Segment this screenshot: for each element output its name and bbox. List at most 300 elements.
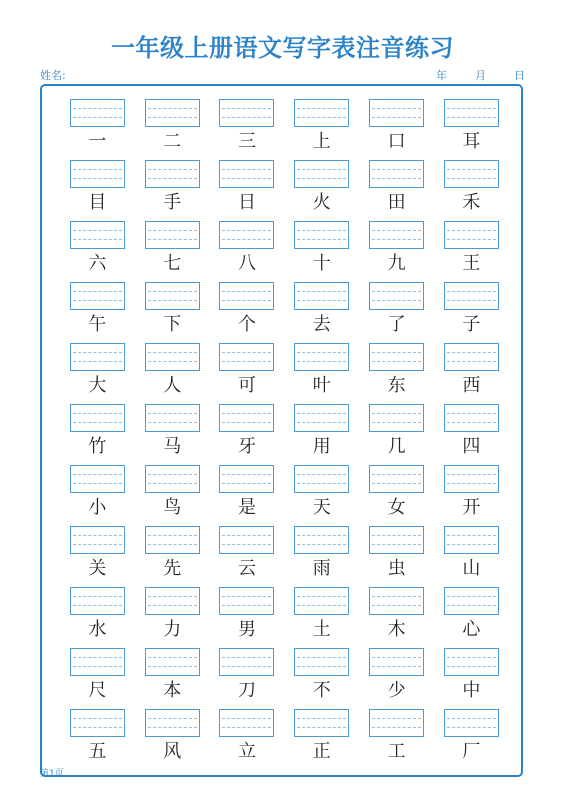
guide-line bbox=[222, 718, 271, 719]
hanzi-character: 关 bbox=[88, 558, 107, 579]
hanzi-character: 目 bbox=[88, 192, 107, 213]
pinyin-writing-box[interactable] bbox=[219, 465, 274, 493]
guide-line bbox=[73, 117, 122, 118]
pinyin-writing-box[interactable] bbox=[219, 99, 274, 127]
pinyin-writing-box[interactable] bbox=[369, 587, 424, 615]
guide-line bbox=[372, 483, 421, 484]
pinyin-writing-box[interactable] bbox=[369, 465, 424, 493]
hanzi-character: 禾 bbox=[462, 192, 481, 213]
hanzi-character: 不 bbox=[312, 680, 331, 701]
character-cell bbox=[210, 404, 285, 465]
guide-line bbox=[447, 117, 496, 118]
character-cell bbox=[210, 465, 285, 526]
hanzi-character: 手 bbox=[163, 192, 182, 213]
guide-line bbox=[297, 117, 346, 118]
guide-line bbox=[447, 483, 496, 484]
character-cell bbox=[210, 99, 285, 160]
guide-line bbox=[148, 666, 197, 667]
hanzi-character: 西 bbox=[462, 375, 481, 396]
guide-line bbox=[222, 169, 271, 170]
hanzi-character: 八 bbox=[237, 253, 256, 274]
hanzi-character: 叶 bbox=[312, 375, 331, 396]
guide-line bbox=[222, 544, 271, 545]
guide-line bbox=[148, 291, 197, 292]
guide-line bbox=[372, 300, 421, 301]
guide-line bbox=[447, 178, 496, 179]
guide-line bbox=[73, 718, 122, 719]
pinyin-writing-box[interactable] bbox=[70, 221, 125, 249]
guide-line bbox=[447, 544, 496, 545]
character-cell bbox=[284, 221, 359, 282]
pinyin-writing-box[interactable] bbox=[294, 709, 349, 737]
hanzi-character: 女 bbox=[387, 497, 406, 518]
character-cell bbox=[60, 99, 135, 160]
guide-line bbox=[222, 291, 271, 292]
character-cell bbox=[60, 282, 135, 343]
guide-line bbox=[148, 413, 197, 414]
pinyin-writing-box[interactable] bbox=[145, 465, 200, 493]
guide-line bbox=[73, 169, 122, 170]
character-cell bbox=[135, 343, 210, 404]
guide-line bbox=[148, 718, 197, 719]
character-cell bbox=[284, 404, 359, 465]
pinyin-writing-box[interactable] bbox=[369, 648, 424, 676]
hanzi-character: 心 bbox=[462, 619, 481, 640]
guide-line bbox=[148, 361, 197, 362]
pinyin-writing-box[interactable] bbox=[219, 221, 274, 249]
character-cell bbox=[359, 526, 434, 587]
character-cell bbox=[60, 526, 135, 587]
guide-line bbox=[372, 239, 421, 240]
guide-line bbox=[447, 596, 496, 597]
guide-line bbox=[297, 596, 346, 597]
character-cell bbox=[284, 282, 359, 343]
guide-line bbox=[372, 596, 421, 597]
guide-line bbox=[447, 361, 496, 362]
pinyin-writing-box[interactable] bbox=[219, 526, 274, 554]
pinyin-writing-box[interactable] bbox=[444, 343, 499, 371]
guide-line bbox=[447, 605, 496, 606]
guide-line bbox=[222, 535, 271, 536]
guide-line bbox=[222, 605, 271, 606]
character-cell bbox=[60, 587, 135, 648]
pinyin-writing-box[interactable] bbox=[219, 160, 274, 188]
hanzi-character: 水 bbox=[88, 619, 107, 640]
guide-line bbox=[372, 727, 421, 728]
character-cell bbox=[135, 404, 210, 465]
hanzi-character: 了 bbox=[387, 314, 406, 335]
hanzi-character: 力 bbox=[163, 619, 182, 640]
guide-line bbox=[222, 657, 271, 658]
pinyin-writing-box[interactable] bbox=[145, 99, 200, 127]
guide-line bbox=[73, 178, 122, 179]
guide-line bbox=[148, 108, 197, 109]
guide-line bbox=[148, 230, 197, 231]
character-cell bbox=[135, 526, 210, 587]
character-cell bbox=[60, 343, 135, 404]
character-cell bbox=[210, 587, 285, 648]
guide-line bbox=[372, 657, 421, 658]
guide-line bbox=[372, 352, 421, 353]
guide-line bbox=[73, 605, 122, 606]
hanzi-character: 本 bbox=[163, 680, 182, 701]
pinyin-writing-box[interactable] bbox=[444, 709, 499, 737]
name-label: 姓名: bbox=[40, 69, 66, 82]
guide-line bbox=[447, 657, 496, 658]
guide-line bbox=[447, 300, 496, 301]
guide-line bbox=[148, 605, 197, 606]
guide-line bbox=[148, 169, 197, 170]
hanzi-character: 少 bbox=[387, 680, 406, 701]
guide-line bbox=[148, 422, 197, 423]
character-cell bbox=[60, 465, 135, 526]
character-cell bbox=[60, 160, 135, 221]
page-number: 第1页 bbox=[40, 769, 64, 779]
pinyin-writing-box[interactable] bbox=[294, 221, 349, 249]
guide-line bbox=[447, 169, 496, 170]
character-cell bbox=[284, 526, 359, 587]
character-cell bbox=[359, 282, 434, 343]
guide-line bbox=[73, 239, 122, 240]
hanzi-character: 牙 bbox=[237, 436, 256, 457]
guide-line bbox=[297, 535, 346, 536]
character-cell bbox=[434, 465, 509, 526]
guide-line bbox=[372, 718, 421, 719]
character-grid bbox=[60, 99, 515, 770]
guide-line bbox=[148, 117, 197, 118]
hanzi-character: 火 bbox=[312, 192, 331, 213]
character-cell bbox=[359, 465, 434, 526]
hanzi-character: 工 bbox=[387, 741, 406, 762]
guide-line bbox=[222, 596, 271, 597]
guide-line bbox=[297, 666, 346, 667]
guide-line bbox=[297, 361, 346, 362]
guide-line bbox=[148, 239, 197, 240]
guide-line bbox=[297, 300, 346, 301]
guide-line bbox=[297, 474, 346, 475]
pinyin-writing-box[interactable] bbox=[294, 648, 349, 676]
character-cell bbox=[434, 648, 509, 709]
guide-line bbox=[73, 413, 122, 414]
day-label: 日 bbox=[514, 69, 525, 82]
pinyin-writing-box[interactable] bbox=[145, 526, 200, 554]
character-cell bbox=[210, 282, 285, 343]
pinyin-writing-box[interactable] bbox=[70, 465, 125, 493]
guide-line bbox=[73, 657, 122, 658]
guide-line bbox=[73, 727, 122, 728]
character-cell bbox=[284, 709, 359, 770]
guide-line bbox=[222, 117, 271, 118]
guide-line bbox=[148, 352, 197, 353]
guide-line bbox=[297, 657, 346, 658]
pinyin-writing-box[interactable] bbox=[294, 526, 349, 554]
pinyin-writing-box[interactable] bbox=[369, 221, 424, 249]
character-cell bbox=[359, 648, 434, 709]
guide-line bbox=[297, 422, 346, 423]
hanzi-character: 男 bbox=[237, 619, 256, 640]
hanzi-character: 立 bbox=[237, 741, 256, 762]
guide-line bbox=[297, 727, 346, 728]
guide-line bbox=[73, 535, 122, 536]
pinyin-writing-box[interactable] bbox=[369, 282, 424, 310]
pinyin-writing-box[interactable] bbox=[294, 404, 349, 432]
pinyin-writing-box[interactable] bbox=[219, 587, 274, 615]
character-cell bbox=[434, 160, 509, 221]
hanzi-character: 二 bbox=[163, 131, 182, 152]
guide-line bbox=[297, 169, 346, 170]
guide-line bbox=[148, 544, 197, 545]
hanzi-character: 是 bbox=[237, 497, 256, 518]
guide-line bbox=[372, 291, 421, 292]
guide-line bbox=[372, 413, 421, 414]
character-cell bbox=[284, 99, 359, 160]
guide-line bbox=[73, 483, 122, 484]
pinyin-writing-box[interactable] bbox=[219, 282, 274, 310]
pinyin-writing-box[interactable] bbox=[294, 587, 349, 615]
hanzi-character: 正 bbox=[312, 741, 331, 762]
pinyin-writing-box[interactable] bbox=[145, 343, 200, 371]
pinyin-writing-box[interactable] bbox=[444, 282, 499, 310]
guide-line bbox=[73, 230, 122, 231]
guide-line bbox=[222, 666, 271, 667]
hanzi-character: 个 bbox=[237, 314, 256, 335]
pinyin-writing-box[interactable] bbox=[145, 404, 200, 432]
guide-line bbox=[372, 535, 421, 536]
hanzi-character: 厂 bbox=[462, 741, 481, 762]
guide-line bbox=[297, 605, 346, 606]
guide-line bbox=[148, 657, 197, 658]
pinyin-writing-box[interactable] bbox=[444, 160, 499, 188]
guide-line bbox=[222, 727, 271, 728]
pinyin-writing-box[interactable] bbox=[369, 709, 424, 737]
character-cell bbox=[284, 648, 359, 709]
hanzi-character: 小 bbox=[88, 497, 107, 518]
hanzi-character: 马 bbox=[163, 436, 182, 457]
guide-line bbox=[222, 239, 271, 240]
guide-line bbox=[148, 300, 197, 301]
pinyin-writing-box[interactable] bbox=[219, 343, 274, 371]
pinyin-writing-box[interactable] bbox=[444, 648, 499, 676]
guide-line bbox=[73, 544, 122, 545]
hanzi-character: 五 bbox=[88, 741, 107, 762]
guide-line bbox=[447, 666, 496, 667]
hanzi-character: 日 bbox=[237, 192, 256, 213]
hanzi-character: 六 bbox=[88, 253, 107, 274]
character-cell bbox=[434, 526, 509, 587]
guide-line bbox=[222, 352, 271, 353]
pinyin-writing-box[interactable] bbox=[444, 587, 499, 615]
guide-line bbox=[447, 727, 496, 728]
character-cell bbox=[135, 648, 210, 709]
character-cell bbox=[434, 282, 509, 343]
character-cell bbox=[359, 221, 434, 282]
character-cell bbox=[434, 404, 509, 465]
hanzi-character: 耳 bbox=[462, 131, 481, 152]
guide-line bbox=[148, 178, 197, 179]
guide-line bbox=[372, 666, 421, 667]
pinyin-writing-box[interactable] bbox=[145, 648, 200, 676]
pinyin-writing-box[interactable] bbox=[219, 404, 274, 432]
pinyin-writing-box[interactable] bbox=[444, 465, 499, 493]
guide-line bbox=[73, 474, 122, 475]
hanzi-character: 雨 bbox=[312, 558, 331, 579]
pinyin-writing-box[interactable] bbox=[369, 343, 424, 371]
character-cell bbox=[210, 648, 285, 709]
pinyin-writing-box[interactable] bbox=[70, 648, 125, 676]
guide-line bbox=[297, 544, 346, 545]
pinyin-writing-box[interactable] bbox=[70, 99, 125, 127]
character-cell bbox=[359, 587, 434, 648]
pinyin-writing-box[interactable] bbox=[294, 160, 349, 188]
guide-line bbox=[222, 483, 271, 484]
guide-line bbox=[148, 535, 197, 536]
hanzi-character: 三 bbox=[237, 131, 256, 152]
hanzi-character: 土 bbox=[312, 619, 331, 640]
hanzi-character: 开 bbox=[462, 497, 481, 518]
guide-line bbox=[372, 178, 421, 179]
guide-line bbox=[73, 291, 122, 292]
guide-line bbox=[447, 230, 496, 231]
pinyin-writing-box[interactable] bbox=[70, 160, 125, 188]
pinyin-writing-box[interactable] bbox=[219, 648, 274, 676]
hanzi-character: 鸟 bbox=[163, 497, 182, 518]
character-cell bbox=[284, 465, 359, 526]
pinyin-writing-box[interactable] bbox=[145, 709, 200, 737]
character-cell bbox=[135, 709, 210, 770]
guide-line bbox=[372, 117, 421, 118]
guide-line bbox=[222, 474, 271, 475]
guide-line bbox=[73, 596, 122, 597]
hanzi-character: 午 bbox=[88, 314, 107, 335]
guide-line bbox=[222, 108, 271, 109]
pinyin-writing-box[interactable] bbox=[444, 526, 499, 554]
hanzi-character: 虫 bbox=[387, 558, 406, 579]
hanzi-character: 田 bbox=[387, 192, 406, 213]
pinyin-writing-box[interactable] bbox=[219, 709, 274, 737]
hanzi-character: 四 bbox=[462, 436, 481, 457]
pinyin-writing-box[interactable] bbox=[70, 282, 125, 310]
hanzi-character: 中 bbox=[462, 680, 481, 701]
hanzi-character: 下 bbox=[163, 314, 182, 335]
hanzi-character: 山 bbox=[462, 558, 481, 579]
guide-line bbox=[297, 413, 346, 414]
pinyin-writing-box[interactable] bbox=[369, 160, 424, 188]
hanzi-character: 十 bbox=[312, 253, 331, 274]
guide-line bbox=[447, 718, 496, 719]
guide-line bbox=[372, 108, 421, 109]
month-label: 月 bbox=[475, 69, 486, 82]
guide-line bbox=[447, 535, 496, 536]
hanzi-character: 去 bbox=[312, 314, 331, 335]
character-cell bbox=[135, 221, 210, 282]
guide-line bbox=[222, 178, 271, 179]
character-cell bbox=[210, 160, 285, 221]
hanzi-character: 天 bbox=[312, 497, 331, 518]
character-cell bbox=[60, 709, 135, 770]
guide-line bbox=[73, 666, 122, 667]
guide-line bbox=[372, 605, 421, 606]
character-cell bbox=[284, 160, 359, 221]
guide-line bbox=[297, 239, 346, 240]
character-cell bbox=[359, 343, 434, 404]
date-labels bbox=[436, 67, 525, 83]
character-cell bbox=[135, 282, 210, 343]
hanzi-character: 可 bbox=[237, 375, 256, 396]
hanzi-character: 东 bbox=[387, 375, 406, 396]
hanzi-character: 上 bbox=[312, 131, 331, 152]
character-cell bbox=[210, 709, 285, 770]
character-cell bbox=[434, 221, 509, 282]
character-cell bbox=[284, 587, 359, 648]
guide-line bbox=[372, 422, 421, 423]
guide-line bbox=[148, 474, 197, 475]
hanzi-character: 几 bbox=[387, 436, 406, 457]
guide-line bbox=[73, 352, 122, 353]
character-cell bbox=[60, 404, 135, 465]
character-cell bbox=[210, 343, 285, 404]
pinyin-writing-box[interactable] bbox=[70, 587, 125, 615]
character-cell bbox=[359, 709, 434, 770]
guide-line bbox=[297, 352, 346, 353]
guide-line bbox=[73, 300, 122, 301]
character-cell bbox=[359, 99, 434, 160]
character-cell bbox=[135, 587, 210, 648]
character-cell bbox=[434, 709, 509, 770]
guide-line bbox=[372, 361, 421, 362]
pinyin-writing-box[interactable] bbox=[145, 587, 200, 615]
hanzi-character: 九 bbox=[387, 253, 406, 274]
guide-line bbox=[447, 239, 496, 240]
guide-line bbox=[73, 108, 122, 109]
character-cell bbox=[210, 221, 285, 282]
pinyin-writing-box[interactable] bbox=[444, 404, 499, 432]
guide-line bbox=[73, 422, 122, 423]
hanzi-character: 王 bbox=[462, 253, 481, 274]
pinyin-writing-box[interactable] bbox=[70, 343, 125, 371]
pinyin-writing-box[interactable] bbox=[444, 99, 499, 127]
pinyin-writing-box[interactable] bbox=[294, 465, 349, 493]
pinyin-writing-box[interactable] bbox=[145, 221, 200, 249]
character-cell bbox=[135, 99, 210, 160]
guide-line bbox=[297, 108, 346, 109]
pinyin-writing-box[interactable] bbox=[294, 282, 349, 310]
character-cell bbox=[359, 404, 434, 465]
guide-line bbox=[447, 474, 496, 475]
character-cell bbox=[359, 160, 434, 221]
year-label: 年 bbox=[436, 69, 447, 82]
guide-line bbox=[447, 291, 496, 292]
guide-line bbox=[372, 474, 421, 475]
pinyin-writing-box[interactable] bbox=[70, 404, 125, 432]
pinyin-writing-box[interactable] bbox=[145, 282, 200, 310]
hanzi-character: 刀 bbox=[237, 680, 256, 701]
pinyin-writing-box[interactable] bbox=[145, 160, 200, 188]
pinyin-writing-box[interactable] bbox=[444, 221, 499, 249]
pinyin-writing-box[interactable] bbox=[70, 526, 125, 554]
hanzi-character: 子 bbox=[462, 314, 481, 335]
pinyin-writing-box[interactable] bbox=[369, 404, 424, 432]
character-cell bbox=[135, 160, 210, 221]
pinyin-writing-box[interactable] bbox=[294, 99, 349, 127]
pinyin-writing-box[interactable] bbox=[70, 709, 125, 737]
character-cell bbox=[284, 343, 359, 404]
pinyin-writing-box[interactable] bbox=[369, 99, 424, 127]
pinyin-writing-box[interactable] bbox=[294, 343, 349, 371]
guide-line bbox=[222, 361, 271, 362]
guide-line bbox=[222, 422, 271, 423]
pinyin-writing-box[interactable] bbox=[369, 526, 424, 554]
guide-line bbox=[222, 413, 271, 414]
